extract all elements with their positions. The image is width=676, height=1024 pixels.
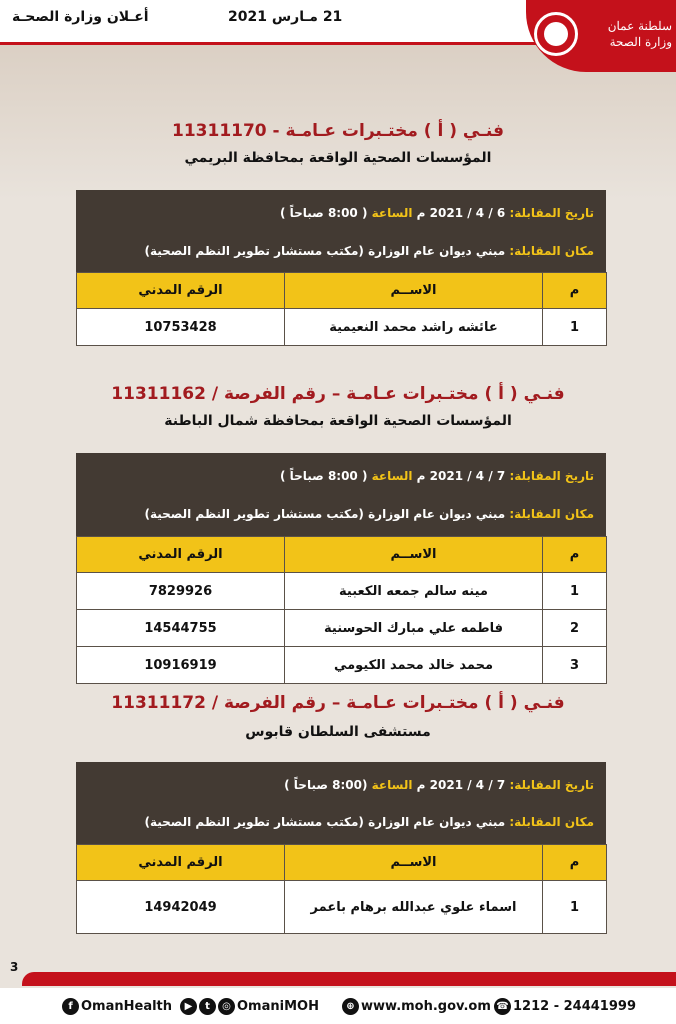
website-url: www.moh.gov.om xyxy=(361,999,491,1014)
row-number: 1 xyxy=(543,573,607,610)
table-row xyxy=(77,573,607,610)
time-value: ( 8:00 صباحاً ) xyxy=(279,469,368,483)
place-label: مكان المقابلة: xyxy=(509,507,594,521)
table-row xyxy=(77,610,607,647)
social-link[interactable] xyxy=(180,998,319,1015)
section-2-table xyxy=(76,536,607,684)
table-header-row xyxy=(77,845,607,881)
col-id-header: الرقم المدني xyxy=(77,845,285,881)
row-civil-id: 14942049 xyxy=(77,881,285,934)
row-civil-id: 7829926 xyxy=(77,573,285,610)
section-1-title: فنـي ( أ ) مختـبرات عـامـة - 11311170 xyxy=(172,121,504,141)
row-civil-id: 10753428 xyxy=(77,309,285,346)
col-m-header: م xyxy=(543,845,607,881)
interview-place-line xyxy=(144,507,594,521)
section-1-subtitle: المؤسسات الصحية الواقعة بمحافظة البريمي xyxy=(184,150,492,166)
section-3-info-box xyxy=(76,762,606,844)
page-number: 3 xyxy=(10,960,19,974)
date-value: 7 / 4 / 2021 م xyxy=(416,469,506,483)
table-header-row xyxy=(77,537,607,573)
place-label: مكان المقابلة: xyxy=(509,815,594,829)
row-name: محمد خالد محمد الكيومي xyxy=(285,647,543,684)
date-label: تاريخ المقابلة: xyxy=(509,469,594,483)
date-value: 6 / 4 / 2021 م xyxy=(416,206,506,220)
col-name-header: الاســم xyxy=(285,273,543,309)
page-footer xyxy=(0,988,676,1024)
col-id-header: الرقم المدني xyxy=(77,273,285,309)
interview-place-line xyxy=(144,244,594,258)
col-name-header: الاســم xyxy=(285,537,543,573)
globe-icon: ⊕ xyxy=(342,998,359,1015)
section-1-table xyxy=(76,272,607,346)
logo-text: سلطنة عمان وزارة الصحة xyxy=(607,19,672,49)
table-row xyxy=(77,881,607,934)
oman-emblem-icon xyxy=(544,22,568,46)
date-label: تاريخ المقابلة: xyxy=(509,206,594,220)
time-label: الساعة xyxy=(371,206,413,220)
row-name: مينه سالم جمعه الكعبية xyxy=(285,573,543,610)
row-name: عائشه راشد محمد النعيمية xyxy=(285,309,543,346)
section-2-info-box xyxy=(76,453,606,536)
col-m-header: م xyxy=(543,537,607,573)
place-value: مبني ديوان عام الوزارة (مكتب مستشار تطوير النظم الصحية) xyxy=(144,815,506,829)
facebook-handle: OmanHealth xyxy=(81,999,173,1014)
row-civil-id: 14544755 xyxy=(77,610,285,647)
time-label: الساعة xyxy=(371,778,413,792)
place-value: مبني ديوان عام الوزارة (مكتب مستشار تطوير النظم الصحية) xyxy=(144,507,506,521)
section-3-title: فنـي ( أ ) مختـبرات عـامـة – رقم الفرصة / 11311172 xyxy=(111,693,565,713)
section-2-title: فنـي ( أ ) مختـبرات عـامـة – رقم الفرصة / 11311162 xyxy=(111,384,565,404)
twitter-icon: t xyxy=(199,998,216,1015)
page-header xyxy=(0,0,676,72)
interview-place-line xyxy=(144,815,594,829)
interview-date-line xyxy=(280,469,594,483)
row-number: 1 xyxy=(543,309,607,346)
row-name: اسماء علوي عبدالله برهام باعمر xyxy=(285,881,543,934)
time-label: الساعة xyxy=(371,469,413,483)
section-2-subtitle: المؤسسات الصحية الواقعة بمحافظة شمال الباطنة xyxy=(164,413,512,429)
phone-number: 1212 - 24441999 xyxy=(513,999,636,1014)
table-row xyxy=(77,309,607,346)
section-1-info-box xyxy=(76,190,606,272)
col-m-header: م xyxy=(543,273,607,309)
col-name-header: الاســم xyxy=(285,845,543,881)
col-id-header: الرقم المدني xyxy=(77,537,285,573)
header-date: 21 مـارس 2021 xyxy=(228,9,343,25)
section-3-subtitle: مستشفى السلطان قابوس xyxy=(245,724,431,740)
header-bar xyxy=(0,0,540,45)
time-value: ( 8:00 صباحاً ) xyxy=(279,206,368,220)
row-number: 2 xyxy=(543,610,607,647)
header-title: أعـلان وزارة الصحـة xyxy=(12,9,149,25)
phone-link[interactable] xyxy=(494,998,636,1015)
youtube-icon: ▶ xyxy=(180,998,197,1015)
time-value: (8:00 صباحاً ) xyxy=(284,778,368,792)
table-row xyxy=(77,647,607,684)
row-number: 3 xyxy=(543,647,607,684)
website-link[interactable] xyxy=(342,998,491,1015)
date-label: تاريخ المقابلة: xyxy=(509,778,594,792)
interview-date-line xyxy=(280,206,594,220)
facebook-icon: f xyxy=(62,998,79,1015)
table-header-row xyxy=(77,273,607,309)
date-value: 7 / 4 / 2021 م xyxy=(416,778,506,792)
social-handle: OmaniMOH xyxy=(237,999,319,1014)
interview-date-line xyxy=(284,778,594,792)
place-label: مكان المقابلة: xyxy=(509,244,594,258)
row-number: 1 xyxy=(543,881,607,934)
ministry-logo xyxy=(526,0,676,72)
facebook-link[interactable] xyxy=(62,998,172,1015)
phone-icon: ☎ xyxy=(494,998,511,1015)
place-value: مبني ديوان عام الوزارة (مكتب مستشار تطوير النظم الصحية) xyxy=(144,244,506,258)
instagram-icon: ◎ xyxy=(218,998,235,1015)
section-3-table xyxy=(76,844,607,934)
row-name: فاطمه علي مبارك الحوسنية xyxy=(285,610,543,647)
row-civil-id: 10916919 xyxy=(77,647,285,684)
footer-red-band xyxy=(22,972,676,986)
